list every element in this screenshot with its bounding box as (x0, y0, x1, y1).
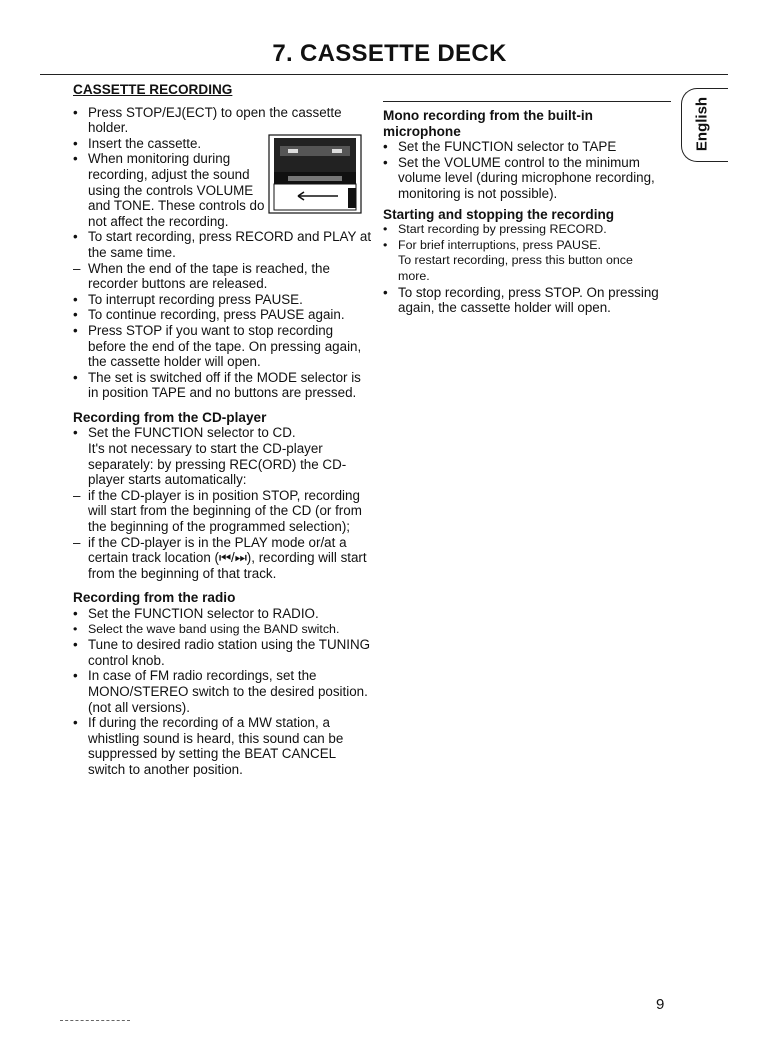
list-item: • Press STOP if you want to stop recording before the end of the tape. On pressing again, the cassette holder will open. (73, 322, 362, 370)
list-item: • Start recording by pressing RECORD. (383, 222, 607, 237)
list-item: • For brief interruptions, press PAUSE. (383, 237, 601, 252)
list-item: • When monitoring during recording, adjust the sound using the controls VOLUME and TONE. These controls do not affect the recording. (73, 151, 265, 229)
page-number: 9 (656, 996, 665, 1013)
intro-list (73, 105, 373, 401)
heading-radio: Recording from the radio (73, 590, 236, 606)
cd-note: It's not necessary to start the CD-player separately: by pressing REC(ORD) the CD-player starts automatically: (88, 441, 347, 488)
list-item: • In case of FM radio recordings, set the MONO/STEREO switch to the desired position. (not all versions). (73, 668, 368, 715)
page-title: 7. CASSETTE DECK (272, 40, 507, 67)
heading-mono-recording: Mono recording from the built-in microphone (383, 108, 593, 139)
restart-note: To restart recording, press this button once more. (398, 253, 633, 283)
stop-list (383, 285, 683, 316)
title-rule (40, 74, 728, 75)
heading-starting-stopping: Starting and stopping the recording (383, 206, 615, 222)
list-item: – if the CD-player is in the PLAY mode or/at a certain track location (⏮/⏭), recording will start from the beginning of that track. (73, 534, 367, 581)
right-column-rule (383, 101, 671, 102)
right-column (383, 108, 683, 316)
left-column (73, 82, 373, 778)
heading-cd-player: Recording from the CD-player (73, 409, 267, 425)
list-item: • To interrupt recording press PAUSE. (73, 291, 303, 307)
list-item: • Set the VOLUME control to the minimum volume level (during microphone recording, monitoring is not possible). (383, 154, 655, 201)
list-item: • The set is switched off if the MODE selector is in position TAPE and no buttons are pressed. (73, 369, 361, 401)
list-item: • If during the recording of a MW station, a whistling sound is heard, this sound can be suppressed by setting the BEAT CANCEL switch to another position. (73, 715, 344, 777)
list-item: • To start recording, press RECORD and PLAY at the same time. (73, 229, 372, 260)
list-item: – if the CD-player is in position STOP, recording will start from the beginning of the CD (or from the beginning of the programmed selection); (73, 487, 362, 535)
list-item: • To stop recording, press STOP. On pressing again, the cassette holder will open. (383, 284, 659, 316)
cd-list (73, 425, 373, 441)
list-item: • To continue recording, press PAUSE again. (73, 307, 345, 323)
mono-list (383, 139, 683, 201)
cd-dash-list (73, 488, 373, 582)
list-item: • Set the FUNCTION selector to CD. (73, 425, 296, 441)
list-item: • Press STOP/EJ(ECT) to open the cassette holder. (73, 104, 342, 136)
radio-list (73, 606, 373, 778)
list-item: • Set the FUNCTION selector to RADIO. (73, 606, 319, 621)
footer-marks (60, 1020, 130, 1021)
list-item: • Tune to desired radio station using the TUNING control knob. (73, 637, 371, 668)
section-title-cassette-recording: CASSETTE RECORDING (73, 82, 233, 97)
list-item: – When the end of the tape is reached, the recorder buttons are released. (73, 260, 330, 292)
language-tab-label: English (693, 96, 711, 152)
startstop-list (383, 222, 683, 253)
list-item: • Select the wave band using the BAND switch. (73, 621, 340, 636)
list-item: • Set the FUNCTION selector to TAPE (383, 139, 617, 155)
list-item: • Insert the cassette. (73, 135, 202, 151)
